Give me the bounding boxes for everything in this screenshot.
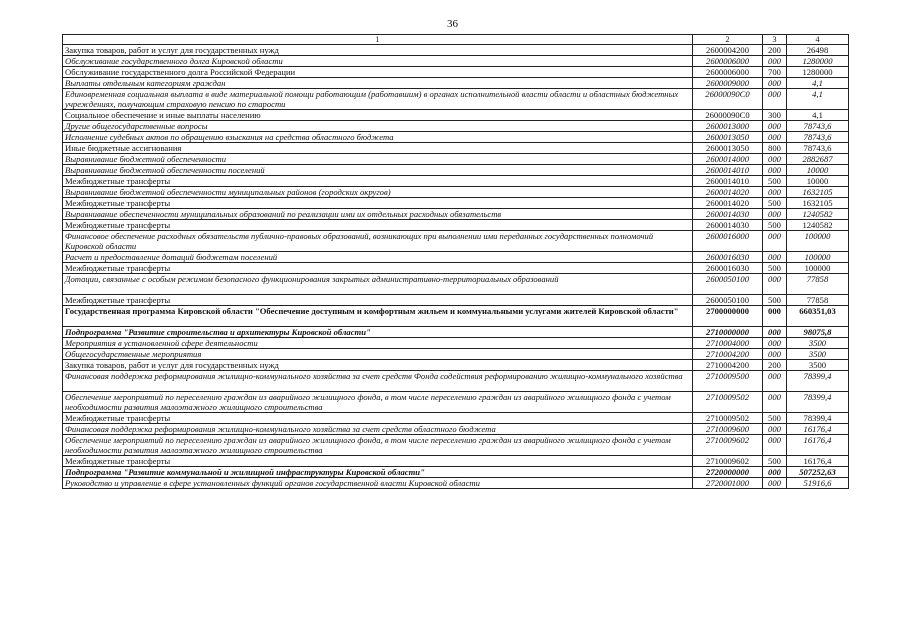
row-code-cell: 2600006000 — [693, 67, 763, 78]
row-expense-type-cell: 000 — [763, 424, 787, 435]
row-amount-cell: 4,1 — [787, 89, 849, 110]
row-expense-type-cell: 000 — [763, 231, 787, 252]
row-name-cell: Межбюджетные трансферты — [63, 456, 693, 467]
row-expense-type-cell: 800 — [763, 143, 787, 154]
row-name-cell: Расчет и предоставление дотаций бюджетам поселений — [63, 252, 693, 263]
table-row — [63, 176, 849, 187]
table-row — [63, 220, 849, 231]
row-code-cell: 2600006000 — [693, 56, 763, 67]
table-row — [63, 467, 849, 478]
row-amount-cell: 4,1 — [787, 110, 849, 121]
table-row — [63, 143, 849, 154]
row-amount-cell: 1240582 — [787, 220, 849, 231]
row-amount-cell: 16176,4 — [787, 456, 849, 467]
row-code-cell: 2710004200 — [693, 360, 763, 371]
table-row — [63, 252, 849, 263]
table-row — [63, 209, 849, 220]
row-expense-type-cell: 500 — [763, 263, 787, 274]
row-expense-type-cell: 000 — [763, 252, 787, 263]
table-row — [63, 67, 849, 78]
row-amount-cell: 1632105 — [787, 187, 849, 198]
row-code-cell: 2700000000 — [693, 306, 763, 327]
row-name-cell: Выравнивание обеспеченности муниципальных образований по реализации ими их отдельных расходных обязательств — [63, 209, 693, 220]
row-name-cell: Финансовая поддержка реформирования жилищно-коммунального хозяйства за счет средств Фонда содействия реформированию жилищно-коммунального хозяйства — [63, 371, 693, 392]
row-expense-type-cell: 000 — [763, 187, 787, 198]
table-row — [63, 187, 849, 198]
row-code-cell: 2710009502 — [693, 392, 763, 413]
row-amount-cell: 26498 — [787, 45, 849, 56]
row-expense-type-cell: 500 — [763, 456, 787, 467]
table-row — [63, 132, 849, 143]
row-code-cell: 2600009000 — [693, 78, 763, 89]
table-row — [63, 56, 849, 67]
row-expense-type-cell: 000 — [763, 349, 787, 360]
row-code-cell: 2600014010 — [693, 176, 763, 187]
row-expense-type-cell: 000 — [763, 121, 787, 132]
budget-table-body — [63, 35, 849, 489]
row-name-cell: Выравнивание бюджетной обеспеченности поселений — [63, 165, 693, 176]
row-code-cell: 2710004200 — [693, 349, 763, 360]
table-row — [63, 295, 849, 306]
table-header-row — [63, 35, 849, 45]
row-code-cell: 2600014010 — [693, 165, 763, 176]
table-row — [63, 456, 849, 467]
row-code-cell: 2710009500 — [693, 371, 763, 392]
row-expense-type-cell: 000 — [763, 154, 787, 165]
row-amount-cell: 3500 — [787, 338, 849, 349]
row-amount-cell: 4,1 — [787, 78, 849, 89]
budget-table — [62, 34, 849, 489]
row-name-cell: Выравнивание бюджетной обеспеченности муниципальных районов (городских округов) — [63, 187, 693, 198]
row-expense-type-cell: 000 — [763, 306, 787, 327]
table-row — [63, 371, 849, 392]
row-amount-cell: 77858 — [787, 295, 849, 306]
row-name-cell: Другие общегосударственные вопросы — [63, 121, 693, 132]
row-expense-type-cell: 000 — [763, 392, 787, 413]
table-row — [63, 392, 849, 413]
row-expense-type-cell: 500 — [763, 220, 787, 231]
row-amount-cell: 100000 — [787, 252, 849, 263]
row-expense-type-cell: 000 — [763, 274, 787, 295]
table-row — [63, 89, 849, 110]
table-row — [63, 424, 849, 435]
table-row — [63, 78, 849, 89]
table-row — [63, 413, 849, 424]
row-expense-type-cell: 500 — [763, 176, 787, 187]
header-col-3: 3 — [763, 35, 787, 45]
row-expense-type-cell: 500 — [763, 413, 787, 424]
row-expense-type-cell: 000 — [763, 371, 787, 392]
row-name-cell: Социальное обеспечение и иные выплаты населению — [63, 110, 693, 121]
row-code-cell: 2600013050 — [693, 132, 763, 143]
row-expense-type-cell: 000 — [763, 78, 787, 89]
row-name-cell: Выплаты отдельным категориям граждан — [63, 78, 693, 89]
row-amount-cell: 78399,4 — [787, 392, 849, 413]
row-name-cell: Государственная программа Кировской области "Обеспечение доступным и комфортным жильем и коммунальными услугами жителей Кировской области" — [63, 306, 693, 327]
row-code-cell: 2600016030 — [693, 263, 763, 274]
row-amount-cell: 78399,4 — [787, 371, 849, 392]
row-expense-type-cell: 200 — [763, 45, 787, 56]
row-amount-cell: 78743,6 — [787, 121, 849, 132]
row-code-cell: 2710009602 — [693, 435, 763, 456]
row-expense-type-cell: 700 — [763, 67, 787, 78]
row-name-cell: Выравнивание бюджетной обеспеченности — [63, 154, 693, 165]
row-code-cell: 2600014030 — [693, 220, 763, 231]
row-expense-type-cell: 200 — [763, 360, 787, 371]
row-amount-cell: 3500 — [787, 360, 849, 371]
row-amount-cell: 98075,8 — [787, 327, 849, 338]
row-code-cell: 2600014020 — [693, 187, 763, 198]
table-row — [63, 327, 849, 338]
row-expense-type-cell: 500 — [763, 198, 787, 209]
header-col-1: 1 — [63, 35, 693, 45]
row-name-cell: Обслуживание государственного долга Российской Федерации — [63, 67, 693, 78]
row-name-cell: Закупка товаров, работ и услуг для государственных нужд — [63, 360, 693, 371]
row-code-cell: 26000090С0 — [693, 110, 763, 121]
row-code-cell: 2600014000 — [693, 154, 763, 165]
row-amount-cell: 507252,63 — [787, 467, 849, 478]
row-amount-cell: 1240582 — [787, 209, 849, 220]
row-amount-cell: 51916,6 — [787, 478, 849, 489]
row-code-cell: 2710009600 — [693, 424, 763, 435]
row-amount-cell: 78399,4 — [787, 413, 849, 424]
table-row — [63, 349, 849, 360]
row-amount-cell: 3500 — [787, 349, 849, 360]
row-code-cell: 2710000000 — [693, 327, 763, 338]
row-name-cell: Руководство и управление в сфере установленных функций органов государственной власти Кировской области — [63, 478, 693, 489]
table-row — [63, 478, 849, 489]
row-name-cell: Межбюджетные трансферты — [63, 176, 693, 187]
row-expense-type-cell: 000 — [763, 467, 787, 478]
row-amount-cell: 16176,4 — [787, 424, 849, 435]
row-amount-cell: 100000 — [787, 263, 849, 274]
row-amount-cell: 660351,03 — [787, 306, 849, 327]
row-name-cell: Мероприятия в установленной сфере деятельности — [63, 338, 693, 349]
row-amount-cell: 77858 — [787, 274, 849, 295]
table-row — [63, 274, 849, 295]
row-code-cell: 2600014030 — [693, 209, 763, 220]
row-code-cell: 2600016030 — [693, 252, 763, 263]
row-amount-cell: 78743,6 — [787, 143, 849, 154]
row-amount-cell: 1280000 — [787, 67, 849, 78]
row-expense-type-cell: 000 — [763, 209, 787, 220]
row-code-cell: 2600014020 — [693, 198, 763, 209]
table-row — [63, 110, 849, 121]
row-expense-type-cell: 000 — [763, 435, 787, 456]
row-name-cell: Дотации, связанные с особым режимом безопасного функционирования закрытых административно-территориальных образований — [63, 274, 693, 295]
row-name-cell: Исполнение судебных актов по обращению взыскания на средства областного бюджета — [63, 132, 693, 143]
page-number: 36 — [447, 18, 458, 30]
row-expense-type-cell: 000 — [763, 132, 787, 143]
row-code-cell: 2710009602 — [693, 456, 763, 467]
row-expense-type-cell: 300 — [763, 110, 787, 121]
row-name-cell: Подпрограмма "Развитие строительства и архитектуры Кировской области" — [63, 327, 693, 338]
row-name-cell: Обслуживание государственного долга Кировской области — [63, 56, 693, 67]
table-row — [63, 263, 849, 274]
row-code-cell: 2600013000 — [693, 121, 763, 132]
row-name-cell: Межбюджетные трансферты — [63, 413, 693, 424]
table-row — [63, 154, 849, 165]
table-row — [63, 121, 849, 132]
header-col-2: 2 — [693, 35, 763, 45]
row-expense-type-cell: 000 — [763, 56, 787, 67]
table-row — [63, 360, 849, 371]
row-name-cell: Иные бюджетные ассигнования — [63, 143, 693, 154]
row-name-cell: Финансовое обеспечение расходных обязательств публично-правовых образований, возникающих при выполнении ими переданных государственных полномочий Кировской области — [63, 231, 693, 252]
row-name-cell: Межбюджетные трансферты — [63, 263, 693, 274]
row-amount-cell: 1632105 — [787, 198, 849, 209]
row-code-cell: 2600050100 — [693, 295, 763, 306]
row-amount-cell: 1280000 — [787, 56, 849, 67]
row-code-cell: 2710004000 — [693, 338, 763, 349]
row-amount-cell: 10000 — [787, 165, 849, 176]
table-row — [63, 165, 849, 176]
row-name-cell: Межбюджетные трансферты — [63, 198, 693, 209]
row-amount-cell: 100000 — [787, 231, 849, 252]
row-name-cell: Межбюджетные трансферты — [63, 220, 693, 231]
row-expense-type-cell: 000 — [763, 338, 787, 349]
row-amount-cell: 10000 — [787, 176, 849, 187]
table-row — [63, 45, 849, 56]
row-code-cell: 26000090С0 — [693, 89, 763, 110]
table-row — [63, 435, 849, 456]
row-expense-type-cell: 500 — [763, 295, 787, 306]
row-name-cell: Подпрограмма "Развитие коммунальной и жилищной инфраструктуры Кировской области" — [63, 467, 693, 478]
row-amount-cell: 2882687 — [787, 154, 849, 165]
table-row — [63, 231, 849, 252]
row-expense-type-cell: 000 — [763, 89, 787, 110]
row-name-cell: Финансовая поддержка реформирования жилищно-коммунального хозяйства за счет средств областного бюджета — [63, 424, 693, 435]
row-expense-type-cell: 000 — [763, 478, 787, 489]
row-code-cell: 2600013050 — [693, 143, 763, 154]
row-name-cell: Единовременная социальная выплата в виде материальной помощи работающим (работавшим) в органах исполнительной власти области и областных бюджетных учреждениях, получающим страховую пенсию по старости — [63, 89, 693, 110]
table-row — [63, 198, 849, 209]
row-code-cell: 2600050100 — [693, 274, 763, 295]
row-expense-type-cell: 000 — [763, 327, 787, 338]
row-name-cell: Общегосударственные мероприятия — [63, 349, 693, 360]
row-expense-type-cell: 000 — [763, 165, 787, 176]
row-name-cell: Межбюджетные трансферты — [63, 295, 693, 306]
row-name-cell: Обеспечение мероприятий по переселению граждан из аварийного жилищного фонда, в том числе переселению граждан из аварийного жилищного фонда с учетом необходимости развития малоэтажного жилищного строительства — [63, 392, 693, 413]
row-code-cell: 2720000000 — [693, 467, 763, 478]
header-col-4: 4 — [787, 35, 849, 45]
row-code-cell: 2720001000 — [693, 478, 763, 489]
row-code-cell: 2600016000 — [693, 231, 763, 252]
row-code-cell: 2600004200 — [693, 45, 763, 56]
table-row — [63, 338, 849, 349]
row-name-cell: Обеспечение мероприятий по переселению граждан из аварийного жилищного фонда, в том числе переселению граждан из аварийного жилищного фонда с учетом необходимости развития малоэтажного жилищного строительства — [63, 435, 693, 456]
row-amount-cell: 16176,4 — [787, 435, 849, 456]
table-row — [63, 306, 849, 327]
row-code-cell: 2710009502 — [693, 413, 763, 424]
row-name-cell: Закупка товаров, работ и услуг для государственных нужд — [63, 45, 693, 56]
row-amount-cell: 78743,6 — [787, 132, 849, 143]
